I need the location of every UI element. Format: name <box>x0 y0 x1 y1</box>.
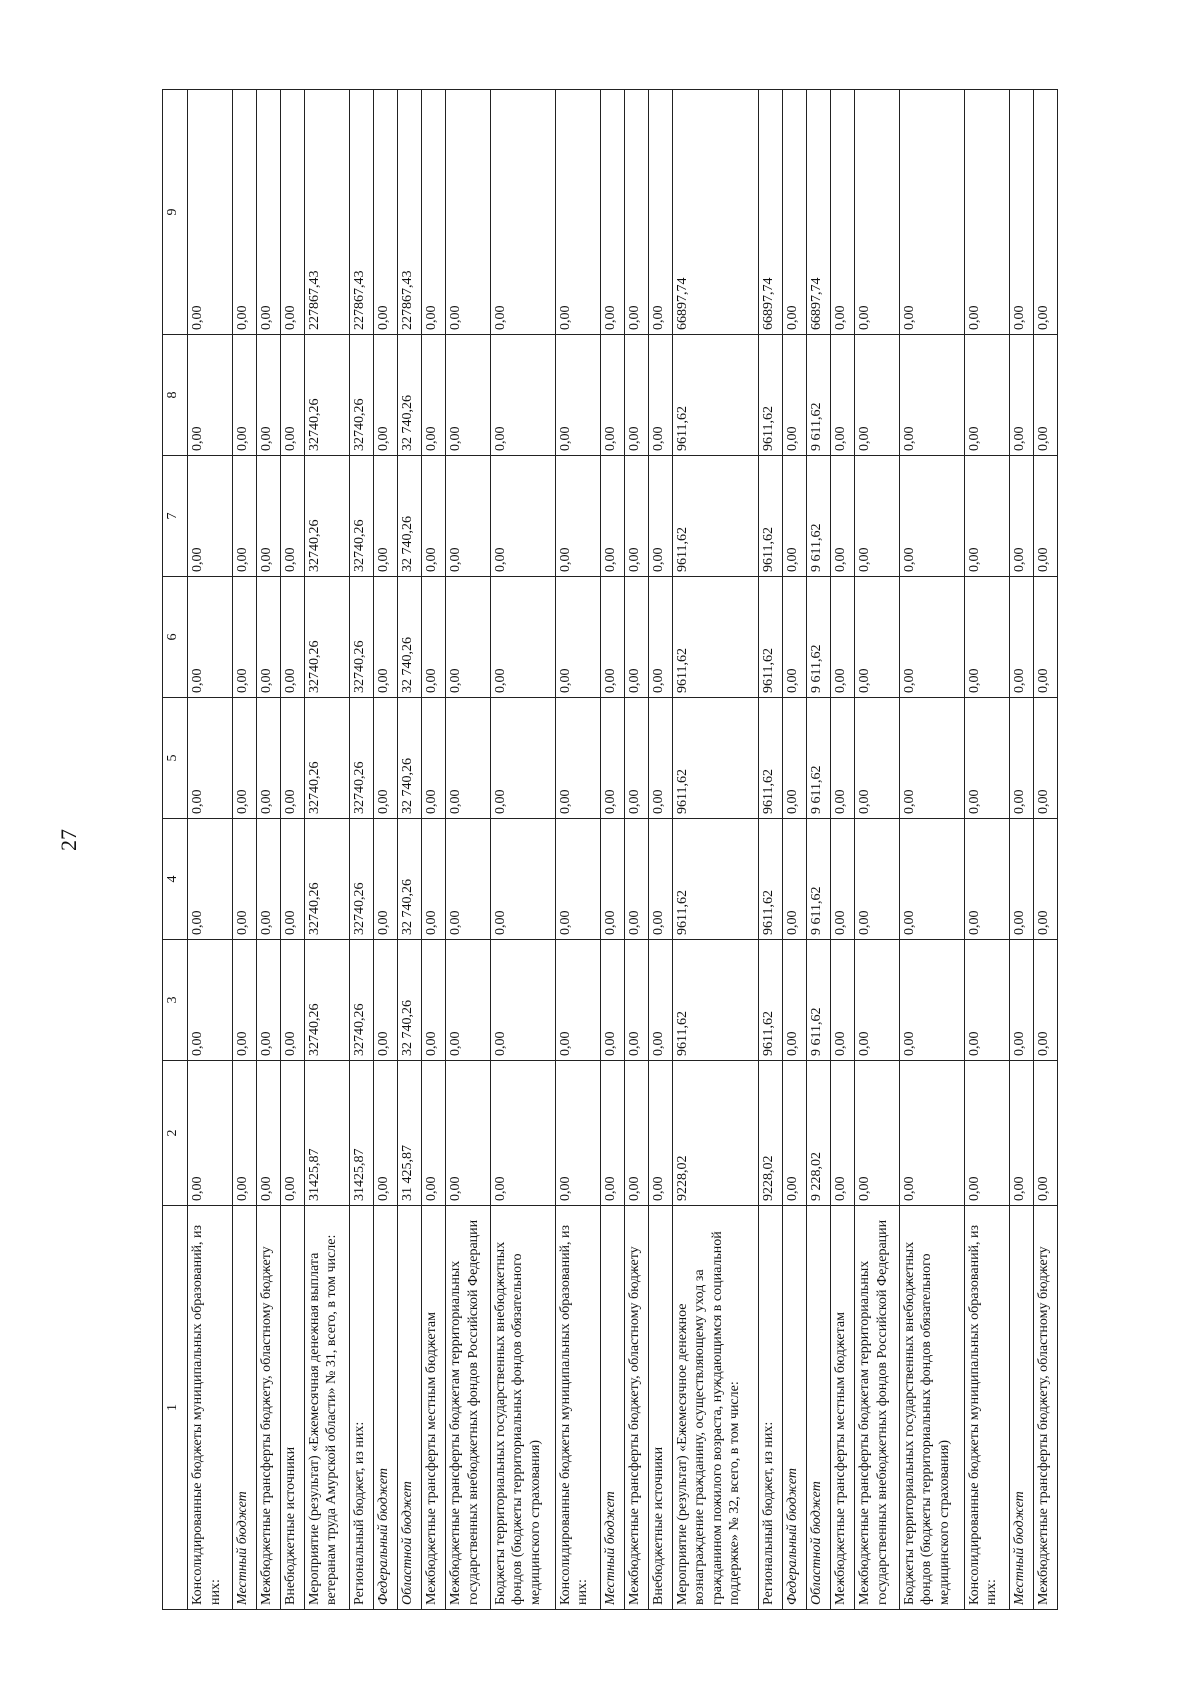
value-cell: 66897,74 <box>672 90 758 335</box>
value-cell: 0,00 <box>600 940 624 1061</box>
value-cell: 9 611,62 <box>806 577 830 698</box>
value-cell: 9611,62 <box>758 698 782 819</box>
value-cell: 9 611,62 <box>806 335 830 456</box>
column-header: 1 <box>163 1206 188 1610</box>
value-cell: 0,00 <box>600 456 624 577</box>
value-cell: 0,00 <box>782 698 806 819</box>
row-label: Бюджеты территориальных государственных внебюджетных фондов (бюджеты территориальных фондов обязательного медицинского страхования) <box>490 1206 555 1610</box>
value-cell: 0,00 <box>280 90 304 335</box>
value-cell: 0,00 <box>1009 940 1033 1061</box>
table-row <box>232 90 256 1610</box>
value-cell: 32740,26 <box>349 456 373 577</box>
rotated-table-container <box>162 90 1058 1610</box>
row-label: Консолидированные бюджеты муниципальных образований, из них: <box>188 1206 233 1610</box>
value-cell: 0,00 <box>446 819 491 940</box>
value-cell: 0,00 <box>830 1061 854 1206</box>
value-cell: 0,00 <box>373 698 397 819</box>
value-cell: 0,00 <box>188 577 233 698</box>
row-label: Региональный бюджет, из них: <box>349 1206 373 1610</box>
value-cell: 0,00 <box>421 335 445 456</box>
value-cell: 0,00 <box>446 456 491 577</box>
value-cell: 0,00 <box>855 819 900 940</box>
value-cell: 0,00 <box>555 335 600 456</box>
value-cell: 0,00 <box>280 819 304 940</box>
value-cell: 0,00 <box>1033 698 1057 819</box>
row-label: Бюджеты территориальных государственных внебюджетных фондов (бюджеты территориальных фондов обязательного медицинского страхования) <box>899 1206 964 1610</box>
value-cell: 0,00 <box>232 577 256 698</box>
value-cell: 0,00 <box>1009 698 1033 819</box>
value-cell: 0,00 <box>899 819 964 940</box>
value-cell: 9611,62 <box>758 940 782 1061</box>
value-cell: 0,00 <box>600 90 624 335</box>
row-label: Внебюджетные источники <box>648 1206 672 1610</box>
value-cell: 31425,87 <box>304 1061 349 1206</box>
value-cell: 0,00 <box>1009 819 1033 940</box>
value-cell: 32 740,26 <box>397 335 421 456</box>
value-cell: 0,00 <box>256 698 280 819</box>
value-cell: 0,00 <box>899 577 964 698</box>
value-cell: 0,00 <box>446 698 491 819</box>
value-cell: 32740,26 <box>304 940 349 1061</box>
value-cell: 0,00 <box>1033 335 1057 456</box>
value-cell: 32740,26 <box>349 335 373 456</box>
value-cell: 9 611,62 <box>806 698 830 819</box>
value-cell: 0,00 <box>648 335 672 456</box>
value-cell: 0,00 <box>600 335 624 456</box>
table-row <box>421 90 445 1610</box>
value-cell: 66897,74 <box>806 90 830 335</box>
value-cell: 0,00 <box>280 577 304 698</box>
table-row <box>830 90 854 1610</box>
value-cell: 0,00 <box>964 456 1009 577</box>
value-cell: 0,00 <box>600 1061 624 1206</box>
value-cell: 9611,62 <box>758 819 782 940</box>
value-cell: 0,00 <box>600 819 624 940</box>
table-row <box>446 90 491 1610</box>
value-cell: 0,00 <box>256 940 280 1061</box>
column-header: 9 <box>163 90 188 335</box>
value-cell: 227867,43 <box>304 90 349 335</box>
value-cell: 0,00 <box>421 940 445 1061</box>
value-cell: 9611,62 <box>672 456 758 577</box>
row-label: Межбюджетные трансферты бюджету, областному бюджету <box>256 1206 280 1610</box>
value-cell: 0,00 <box>421 577 445 698</box>
table-row <box>782 90 806 1610</box>
row-label: Межбюджетные трансферты местным бюджетам <box>421 1206 445 1610</box>
value-cell: 0,00 <box>648 1061 672 1206</box>
value-cell: 32740,26 <box>304 335 349 456</box>
value-cell: 0,00 <box>624 456 648 577</box>
value-cell: 0,00 <box>648 456 672 577</box>
value-cell: 0,00 <box>490 90 555 335</box>
value-cell: 0,00 <box>421 456 445 577</box>
table-row <box>806 90 830 1610</box>
value-cell: 0,00 <box>964 698 1009 819</box>
value-cell: 0,00 <box>1033 1061 1057 1206</box>
value-cell: 0,00 <box>446 1061 491 1206</box>
table-row <box>304 90 349 1610</box>
value-cell: 0,00 <box>1033 577 1057 698</box>
value-cell: 0,00 <box>830 456 854 577</box>
value-cell: 9228,02 <box>758 1061 782 1206</box>
value-cell: 0,00 <box>600 577 624 698</box>
row-label: Региональный бюджет, из них: <box>758 1206 782 1610</box>
value-cell: 0,00 <box>964 577 1009 698</box>
value-cell: 9611,62 <box>758 456 782 577</box>
value-cell: 0,00 <box>373 940 397 1061</box>
header-row <box>163 90 188 1610</box>
value-cell: 0,00 <box>280 698 304 819</box>
table-row <box>490 90 555 1610</box>
value-cell: 32740,26 <box>349 940 373 1061</box>
row-label: Областной бюджет <box>806 1206 830 1610</box>
value-cell: 0,00 <box>188 335 233 456</box>
value-cell: 9 611,62 <box>806 456 830 577</box>
value-cell: 32740,26 <box>349 577 373 698</box>
value-cell: 0,00 <box>1009 456 1033 577</box>
value-cell: 0,00 <box>555 456 600 577</box>
value-cell: 0,00 <box>232 698 256 819</box>
value-cell: 0,00 <box>855 90 900 335</box>
value-cell: 0,00 <box>964 940 1009 1061</box>
row-label: Местный бюджет <box>232 1206 256 1610</box>
value-cell: 0,00 <box>964 335 1009 456</box>
table-row <box>188 90 233 1610</box>
value-cell: 0,00 <box>899 698 964 819</box>
value-cell: 0,00 <box>280 1061 304 1206</box>
value-cell: 9 611,62 <box>806 819 830 940</box>
value-cell: 0,00 <box>1009 335 1033 456</box>
column-header: 2 <box>163 1061 188 1206</box>
value-cell: 9611,62 <box>758 335 782 456</box>
value-cell: 0,00 <box>600 698 624 819</box>
value-cell: 0,00 <box>964 1061 1009 1206</box>
value-cell: 0,00 <box>855 335 900 456</box>
column-header: 4 <box>163 819 188 940</box>
table-row <box>855 90 900 1610</box>
value-cell: 0,00 <box>830 698 854 819</box>
value-cell: 32 740,26 <box>397 819 421 940</box>
value-cell: 32740,26 <box>304 456 349 577</box>
value-cell: 32740,26 <box>304 819 349 940</box>
row-label: Межбюджетные трансферты бюджетам территориальных государственных внебюджетных фондов Российской Федерации <box>855 1206 900 1610</box>
row-label: Консолидированные бюджеты муниципальных образований, из них: <box>964 1206 1009 1610</box>
value-cell: 0,00 <box>830 90 854 335</box>
value-cell: 0,00 <box>256 335 280 456</box>
row-label: Консолидированные бюджеты муниципальных образований, из них: <box>555 1206 600 1610</box>
value-cell: 0,00 <box>446 335 491 456</box>
value-cell: 0,00 <box>256 456 280 577</box>
value-cell: 32 740,26 <box>397 940 421 1061</box>
row-label: Мероприятие (результат) «Ежемесячное денежное вознаграждение гражданину, осуществляющему уход за гражданином пожилого возраста, нуждающимся в социальной поддержке» № 32, всего, в том числе: <box>672 1206 758 1610</box>
row-label: Местный бюджет <box>600 1206 624 1610</box>
row-label: Межбюджетные трансферты бюджетам территориальных государственных внебюджетных фондов Российской Федерации <box>446 1206 491 1610</box>
row-label: Внебюджетные источники <box>280 1206 304 1610</box>
value-cell: 32740,26 <box>304 698 349 819</box>
value-cell: 0,00 <box>446 90 491 335</box>
value-cell: 0,00 <box>232 335 256 456</box>
table-row <box>280 90 304 1610</box>
value-cell: 0,00 <box>648 819 672 940</box>
value-cell: 0,00 <box>1009 577 1033 698</box>
value-cell: 0,00 <box>373 90 397 335</box>
value-cell: 32 740,26 <box>397 577 421 698</box>
value-cell: 0,00 <box>855 1061 900 1206</box>
value-cell: 0,00 <box>446 577 491 698</box>
value-cell: 0,00 <box>490 577 555 698</box>
value-cell: 9611,62 <box>672 335 758 456</box>
value-cell: 0,00 <box>624 819 648 940</box>
value-cell: 0,00 <box>1033 819 1057 940</box>
value-cell: 0,00 <box>421 1061 445 1206</box>
value-cell: 32740,26 <box>349 819 373 940</box>
value-cell: 0,00 <box>188 940 233 1061</box>
value-cell: 9228,02 <box>672 1061 758 1206</box>
value-cell: 9611,62 <box>672 698 758 819</box>
value-cell: 9611,62 <box>758 577 782 698</box>
table-row <box>256 90 280 1610</box>
value-cell: 0,00 <box>188 90 233 335</box>
value-cell: 0,00 <box>624 90 648 335</box>
value-cell: 0,00 <box>855 577 900 698</box>
value-cell: 32740,26 <box>349 698 373 819</box>
table-row <box>397 90 421 1610</box>
column-header: 8 <box>163 335 188 456</box>
value-cell: 0,00 <box>490 698 555 819</box>
value-cell: 0,00 <box>421 698 445 819</box>
value-cell: 0,00 <box>1033 456 1057 577</box>
value-cell: 0,00 <box>964 819 1009 940</box>
value-cell: 0,00 <box>830 940 854 1061</box>
value-cell: 0,00 <box>232 940 256 1061</box>
value-cell: 0,00 <box>256 90 280 335</box>
page-number: 27 <box>56 829 81 851</box>
value-cell: 0,00 <box>1033 90 1057 335</box>
table-row <box>1033 90 1057 1610</box>
value-cell: 0,00 <box>899 456 964 577</box>
value-cell: 0,00 <box>899 90 964 335</box>
value-cell: 0,00 <box>490 940 555 1061</box>
value-cell: 32 740,26 <box>397 456 421 577</box>
value-cell: 9611,62 <box>672 940 758 1061</box>
table-row <box>600 90 624 1610</box>
value-cell: 0,00 <box>624 577 648 698</box>
value-cell: 0,00 <box>624 1061 648 1206</box>
value-cell: 0,00 <box>490 335 555 456</box>
table-row <box>1009 90 1033 1610</box>
value-cell: 0,00 <box>373 819 397 940</box>
value-cell: 227867,43 <box>397 90 421 335</box>
value-cell: 0,00 <box>280 940 304 1061</box>
row-label: Мероприятие (результат) «Ежемесячная денежная выплата ветеранам труда Амурской области» № 31, всего, в том числе: <box>304 1206 349 1610</box>
value-cell: 0,00 <box>555 698 600 819</box>
row-label: Федеральный бюджет <box>373 1206 397 1610</box>
value-cell: 0,00 <box>490 819 555 940</box>
value-cell: 227867,43 <box>349 90 373 335</box>
value-cell: 0,00 <box>648 577 672 698</box>
value-cell: 0,00 <box>648 698 672 819</box>
row-label: Межбюджетные трансферты местным бюджетам <box>830 1206 854 1610</box>
value-cell: 0,00 <box>555 819 600 940</box>
value-cell: 0,00 <box>421 90 445 335</box>
value-cell: 0,00 <box>782 335 806 456</box>
value-cell: 0,00 <box>782 940 806 1061</box>
value-cell: 0,00 <box>232 1061 256 1206</box>
value-cell: 0,00 <box>490 1061 555 1206</box>
column-header: 7 <box>163 456 188 577</box>
value-cell: 0,00 <box>555 577 600 698</box>
value-cell: 9 611,62 <box>806 940 830 1061</box>
value-cell: 0,00 <box>782 1061 806 1206</box>
value-cell: 0,00 <box>446 940 491 1061</box>
value-cell: 0,00 <box>1009 1061 1033 1206</box>
value-cell: 32740,26 <box>304 577 349 698</box>
value-cell: 0,00 <box>188 1061 233 1206</box>
table-row <box>672 90 758 1610</box>
value-cell: 0,00 <box>964 90 1009 335</box>
value-cell: 66897,74 <box>758 90 782 335</box>
value-cell: 0,00 <box>782 90 806 335</box>
value-cell: 0,00 <box>782 577 806 698</box>
value-cell: 0,00 <box>188 819 233 940</box>
column-header: 5 <box>163 698 188 819</box>
value-cell: 0,00 <box>855 698 900 819</box>
value-cell: 0,00 <box>855 940 900 1061</box>
value-cell: 0,00 <box>232 90 256 335</box>
value-cell: 9 228,02 <box>806 1061 830 1206</box>
value-cell: 0,00 <box>555 1061 600 1206</box>
value-cell: 31 425,87 <box>397 1061 421 1206</box>
value-cell: 9611,62 <box>672 819 758 940</box>
table-row <box>648 90 672 1610</box>
row-label: Областной бюджет <box>397 1206 421 1610</box>
value-cell: 0,00 <box>373 1061 397 1206</box>
value-cell: 0,00 <box>555 940 600 1061</box>
column-header: 6 <box>163 577 188 698</box>
value-cell: 0,00 <box>421 819 445 940</box>
value-cell: 0,00 <box>899 335 964 456</box>
table-row <box>349 90 373 1610</box>
value-cell: 0,00 <box>624 940 648 1061</box>
value-cell: 0,00 <box>256 577 280 698</box>
value-cell: 0,00 <box>1009 90 1033 335</box>
value-cell: 0,00 <box>1033 940 1057 1061</box>
value-cell: 0,00 <box>782 456 806 577</box>
row-label: Межбюджетные трансферты бюджету, областному бюджету <box>624 1206 648 1610</box>
value-cell: 0,00 <box>830 335 854 456</box>
table-row <box>624 90 648 1610</box>
budget-table <box>162 89 1058 1610</box>
value-cell: 0,00 <box>555 90 600 335</box>
value-cell: 0,00 <box>232 819 256 940</box>
value-cell: 0,00 <box>624 698 648 819</box>
value-cell: 0,00 <box>280 456 304 577</box>
value-cell: 0,00 <box>232 456 256 577</box>
value-cell: 0,00 <box>648 940 672 1061</box>
row-label: Местный бюджет <box>1009 1206 1033 1610</box>
value-cell: 0,00 <box>256 819 280 940</box>
value-cell: 0,00 <box>188 698 233 819</box>
table-row <box>964 90 1009 1610</box>
column-header: 3 <box>163 940 188 1061</box>
value-cell: 0,00 <box>373 335 397 456</box>
table-body <box>188 90 1058 1610</box>
value-cell: 0,00 <box>624 335 648 456</box>
value-cell: 0,00 <box>490 456 555 577</box>
row-label: Межбюджетные трансферты бюджету, областному бюджету <box>1033 1206 1057 1610</box>
value-cell: 0,00 <box>855 456 900 577</box>
table-row <box>899 90 964 1610</box>
value-cell: 0,00 <box>373 456 397 577</box>
row-label: Федеральный бюджет <box>782 1206 806 1610</box>
value-cell: 9611,62 <box>672 577 758 698</box>
value-cell: 0,00 <box>280 335 304 456</box>
value-cell: 0,00 <box>899 1061 964 1206</box>
value-cell: 31425,87 <box>349 1061 373 1206</box>
table-row <box>758 90 782 1610</box>
value-cell: 32 740,26 <box>397 698 421 819</box>
value-cell: 0,00 <box>373 577 397 698</box>
value-cell: 0,00 <box>188 456 233 577</box>
table-row <box>555 90 600 1610</box>
value-cell: 0,00 <box>782 819 806 940</box>
value-cell: 0,00 <box>256 1061 280 1206</box>
value-cell: 0,00 <box>648 90 672 335</box>
value-cell: 0,00 <box>830 819 854 940</box>
table-row <box>373 90 397 1610</box>
value-cell: 0,00 <box>899 940 964 1061</box>
value-cell: 0,00 <box>830 577 854 698</box>
